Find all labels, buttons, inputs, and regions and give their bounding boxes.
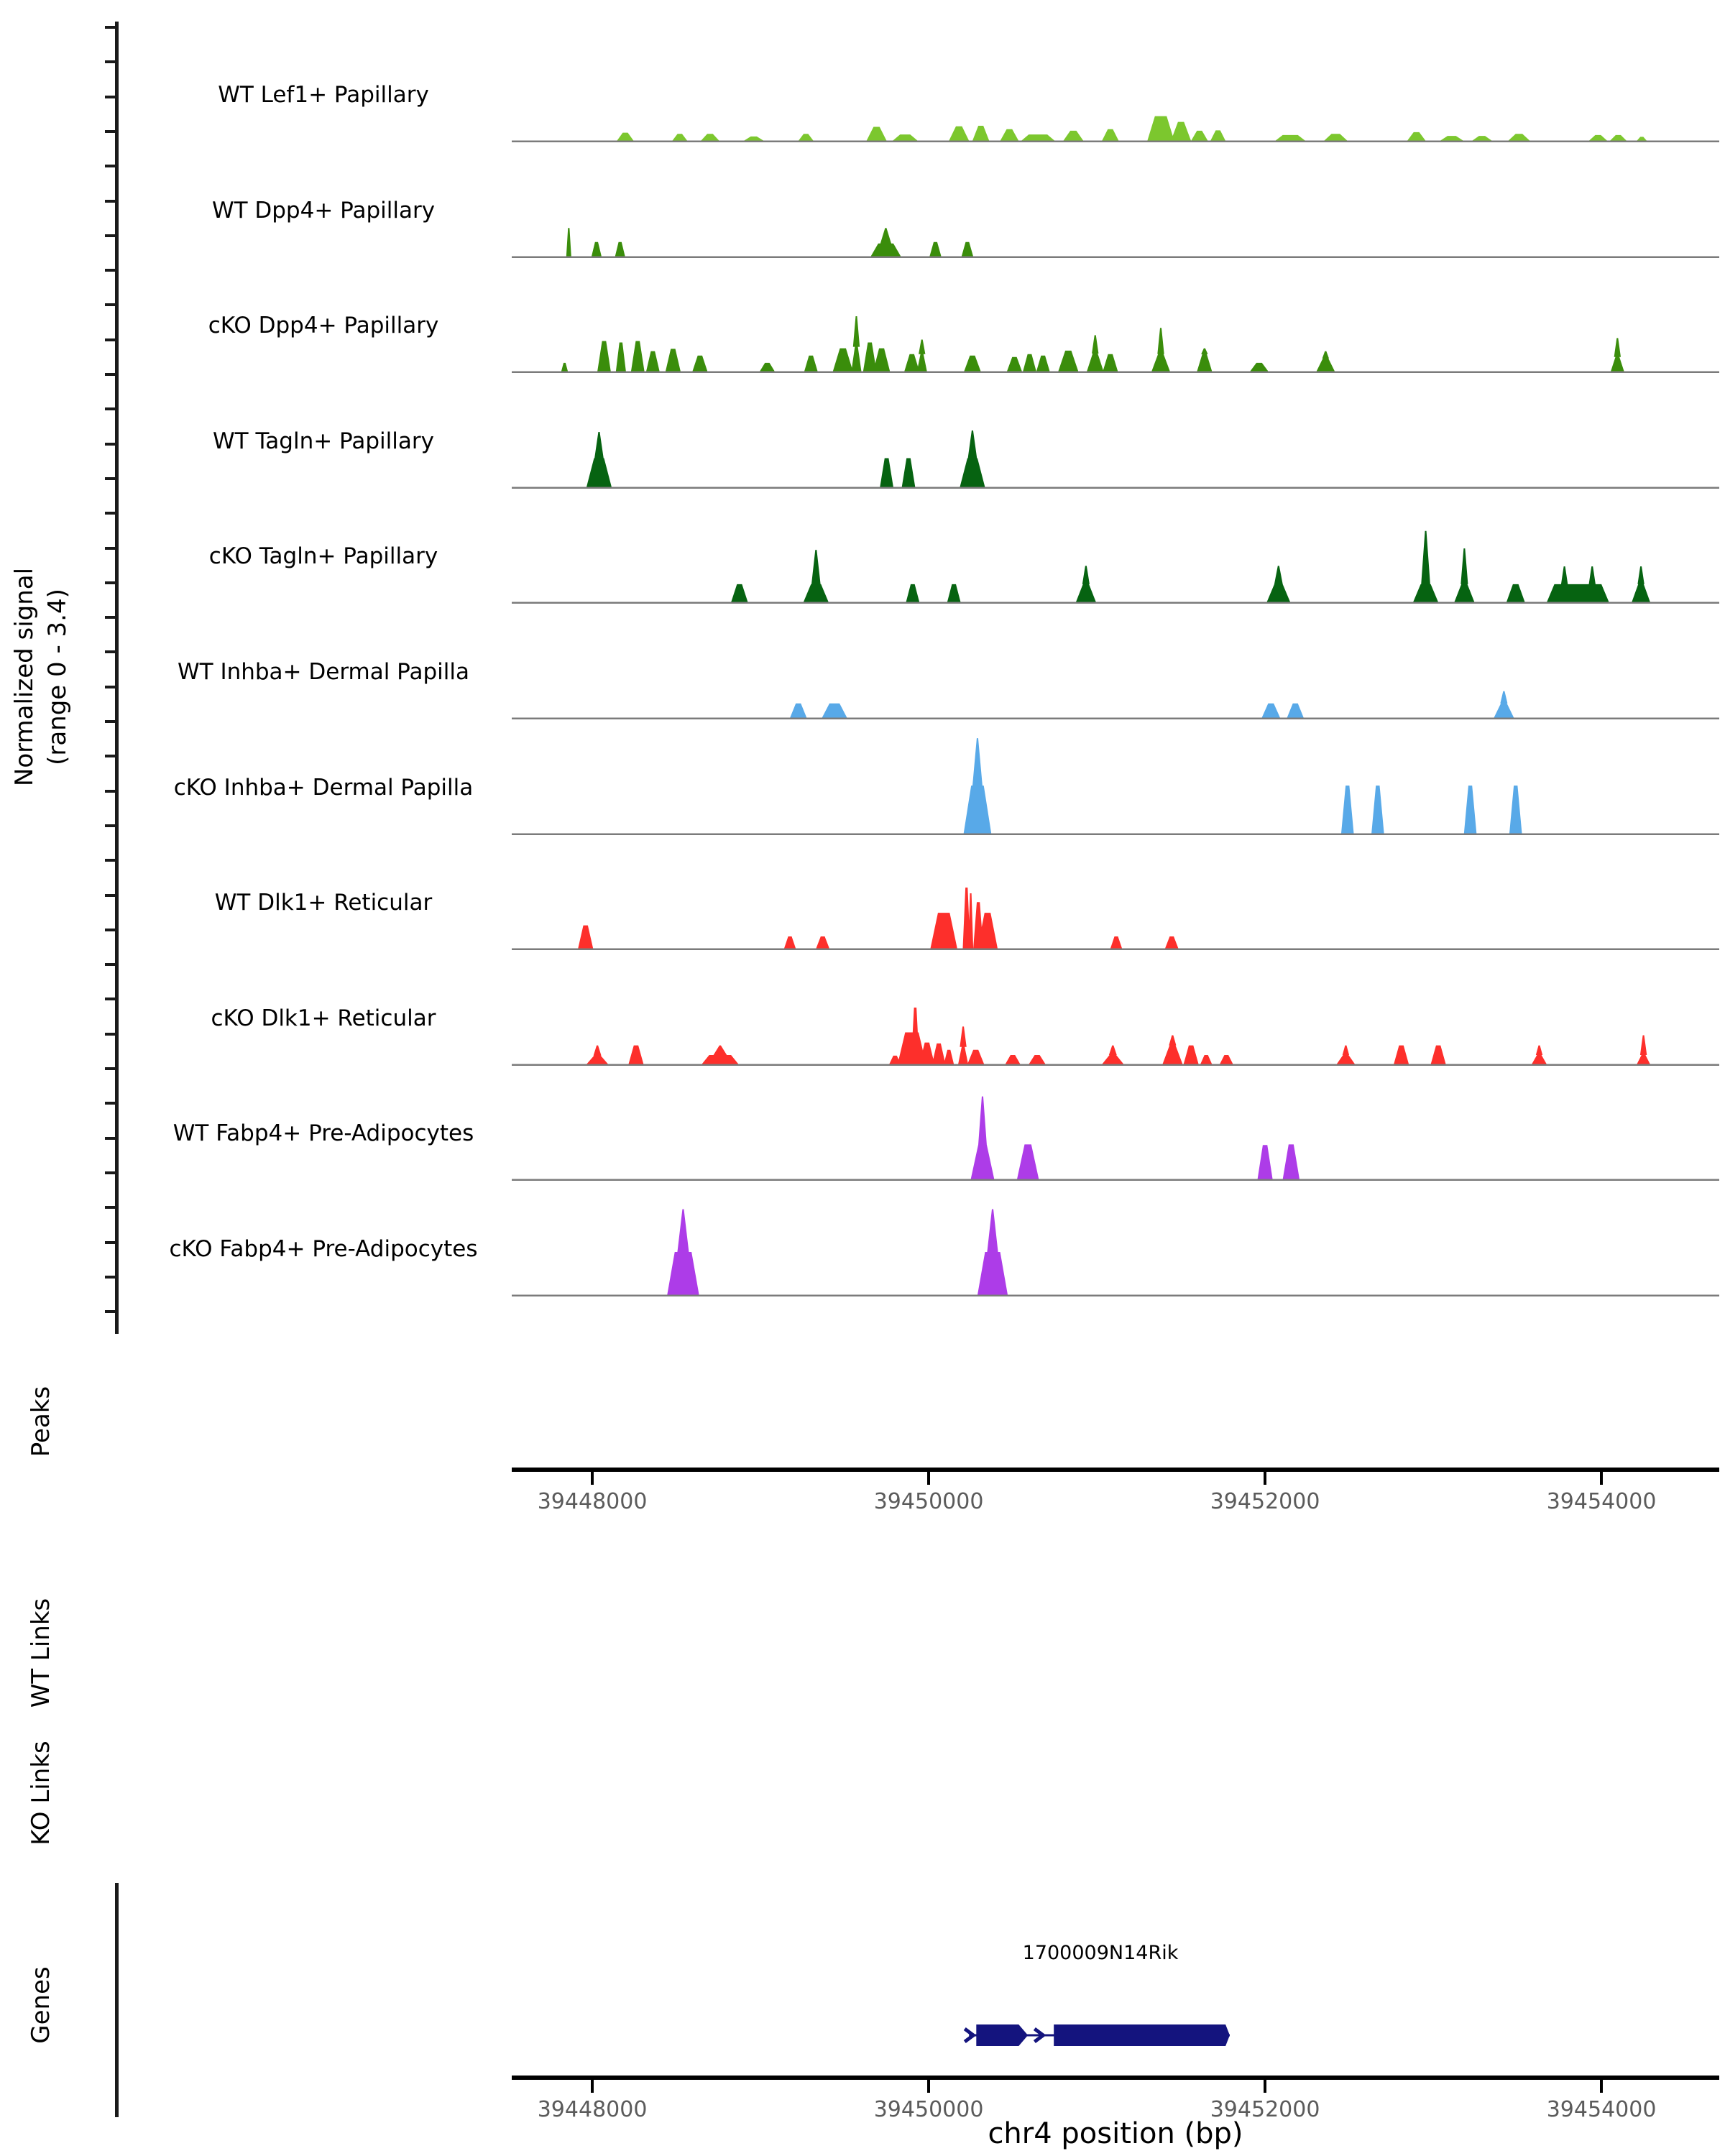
signal-track — [512, 612, 1719, 719]
spine-tick — [105, 26, 115, 29]
spine-tick — [105, 1206, 115, 1209]
signal-peaks — [586, 1008, 1650, 1064]
spine-tick — [105, 407, 115, 410]
signal-peaks — [586, 430, 985, 487]
signal-peaks — [731, 531, 1650, 602]
axis-tick — [1600, 2080, 1603, 2093]
signal-track — [512, 150, 1719, 258]
signal-track — [512, 1189, 1719, 1296]
axis-tick — [591, 2080, 594, 2093]
section-label-peaks: Peaks — [27, 1386, 55, 1457]
track-label: WT Tagln+ Papillary — [213, 428, 434, 454]
spine-tick — [105, 130, 115, 133]
spine-tick — [105, 1033, 115, 1036]
section-label-genes: Genes — [27, 1966, 55, 2044]
signal-track — [512, 265, 1719, 373]
signal-track — [512, 727, 1719, 835]
track-label: WT Dpp4+ Papillary — [211, 197, 436, 224]
signal-peaks — [964, 738, 1522, 834]
axis-tick-label: 39450000 — [873, 1489, 984, 1514]
spine-tick — [105, 824, 115, 827]
x-axis-label: chr4 position (bp) — [988, 2117, 1243, 2150]
spine-tick — [105, 477, 115, 480]
axis-tick — [1264, 2080, 1266, 2093]
track-label: cKO Dlk1+ Reticular — [211, 1005, 436, 1031]
spine-tick — [105, 998, 115, 1000]
spine-tick — [105, 1137, 115, 1140]
section-label-ko-links: KO Links — [27, 1741, 55, 1846]
spine-tick — [105, 96, 115, 98]
genes-axis-spine — [115, 1883, 119, 2117]
track-label: WT Dlk1+ Reticular — [214, 890, 433, 916]
spine-tick — [105, 547, 115, 550]
spine-tick — [105, 790, 115, 793]
spine-tick — [105, 512, 115, 515]
spine-tick — [105, 200, 115, 203]
spine-tick — [105, 755, 115, 757]
track-label: cKO Tagln+ Papillary — [208, 543, 438, 570]
signal-track — [512, 34, 1719, 142]
spine-tick — [105, 1241, 115, 1244]
axis-tick-label: 39454000 — [1546, 2097, 1657, 2122]
signal-peaks — [971, 1097, 1300, 1179]
spine-tick — [105, 616, 115, 619]
spine-tick — [105, 894, 115, 897]
spine-tick — [105, 963, 115, 966]
signal-peaks — [617, 116, 1647, 141]
spine-tick — [105, 1067, 115, 1070]
axis-tick — [1264, 1472, 1266, 1485]
signal-track — [512, 496, 1719, 604]
spine-tick — [105, 859, 115, 862]
signal-peaks — [667, 1210, 1008, 1295]
spine-tick — [105, 929, 115, 931]
signal-peaks — [566, 228, 973, 257]
spine-tick — [105, 234, 115, 237]
axis-tick — [591, 1472, 594, 1485]
signal-track — [512, 958, 1719, 1066]
y-axis-label — [8, 454, 74, 900]
spine-tick — [105, 650, 115, 653]
spine-tick — [105, 1171, 115, 1174]
gene-model-glyph — [512, 2012, 1719, 2058]
spine-tick — [105, 720, 115, 723]
spine-tick — [105, 1276, 115, 1279]
spine-tick — [105, 338, 115, 341]
signal-peaks — [578, 888, 1178, 949]
spine-tick — [105, 443, 115, 446]
signal-track — [512, 381, 1719, 489]
track-label: cKO Fabp4+ Pre-Adipocytes — [169, 1236, 478, 1262]
axis-tick-label: 39448000 — [537, 1489, 648, 1514]
signal-axis-spine — [115, 22, 119, 1334]
spine-tick — [105, 303, 115, 306]
spine-tick — [105, 373, 115, 376]
spine-tick — [105, 686, 115, 688]
axis-tick — [927, 2080, 930, 2093]
track-label: cKO Dpp4+ Papillary — [208, 313, 439, 339]
signal-track — [512, 842, 1719, 950]
axis-tick-label: 39452000 — [1210, 2097, 1320, 2122]
track-label: WT Fabp4+ Pre-Adipocytes — [172, 1120, 474, 1147]
spine-tick — [105, 1102, 115, 1105]
spine-tick — [105, 581, 115, 584]
section-label-wt-links: WT Links — [27, 1598, 55, 1708]
gene-name-label: 1700009N14Rik — [1022, 1942, 1179, 1964]
gene-exon — [976, 2024, 1028, 2046]
spine-tick — [105, 60, 115, 63]
axis-tick — [927, 1472, 930, 1485]
signal-track — [512, 1073, 1719, 1181]
y-axis-label-line2: (range 0 - 3.4) — [43, 589, 72, 765]
track-label: cKO Inhba+ Dermal Papilla — [173, 774, 474, 801]
axis-tick — [1600, 1472, 1603, 1485]
axis-tick-label: 39452000 — [1210, 1489, 1320, 1514]
spine-tick — [105, 165, 115, 167]
spine-tick — [105, 1310, 115, 1313]
axis-tick-label: 39448000 — [537, 2097, 648, 2122]
signal-peaks — [561, 316, 1624, 372]
axis-tick-label: 39450000 — [873, 2097, 984, 2122]
signal-peaks — [790, 691, 1514, 718]
spine-tick — [105, 269, 115, 272]
peaks-axis-line — [512, 1468, 1719, 1472]
gene-exon — [1054, 2024, 1230, 2046]
y-axis-label-line1: Normalized signal — [10, 567, 39, 787]
track-label: WT Inhba+ Dermal Papilla — [178, 659, 469, 685]
axis-tick-label: 39454000 — [1546, 1489, 1657, 1514]
track-label: WT Lef1+ Papillary — [218, 82, 429, 108]
genome-axis-line — [512, 2076, 1719, 2080]
